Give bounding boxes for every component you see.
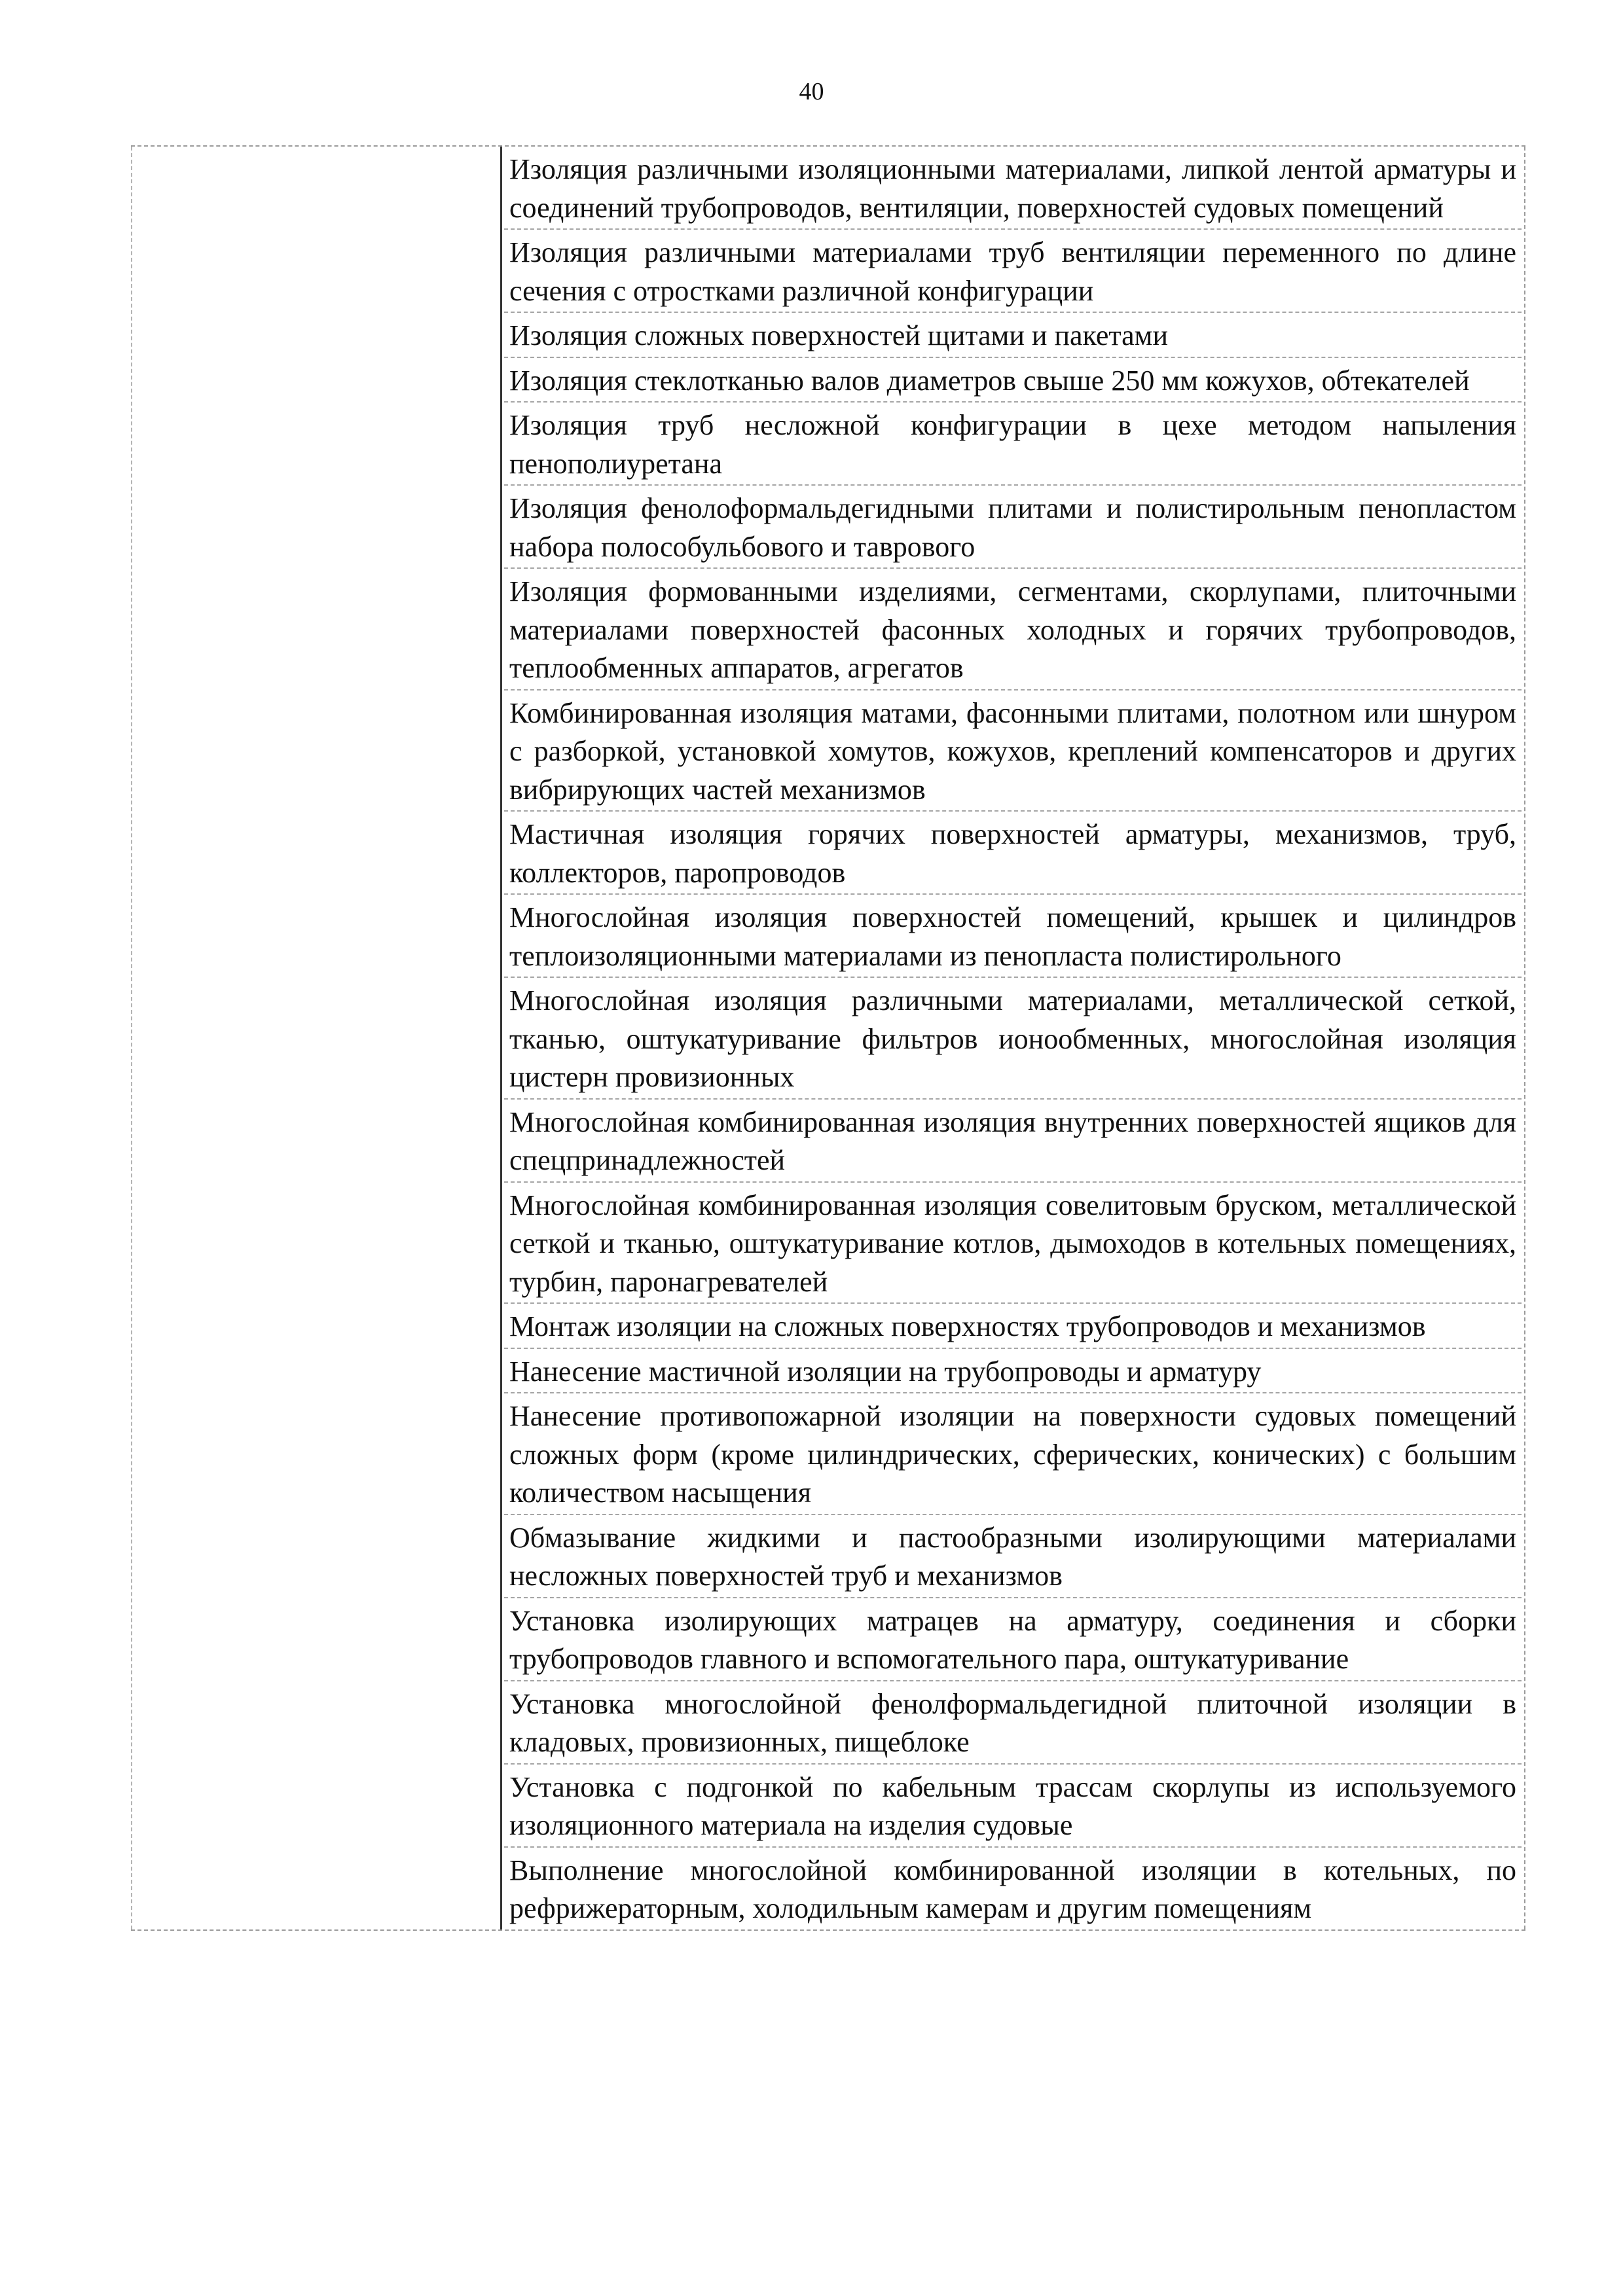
table-row: Выполнение многослойной комбинированной изоляции в котельных, по рефрижераторным, холодильным камерам и другим помещениям [509, 1854, 1516, 1924]
table-row: Многослойная изоляция поверхностей помещений, крышек и цилиндров теплоизоляционными материалами из пенопласта полистирольного [504, 895, 1522, 978]
table-row: Многослойная изоляция различными материалами, металлической сеткой, тканью, оштукатуривание фильтров ионообменных, многослойная изоляция цистерн провизионных [504, 978, 1522, 1100]
table-row: Изоляция сложных поверхностей щитами и пакетами [504, 313, 1522, 358]
table-row: Мастичная изоляция горячих поверхностей арматуры, механизмов, труб, коллекторов, паропроводов [504, 812, 1522, 895]
table-row: Многослойная комбинированная изоляция внутренних поверхностей ящиков для спецпринадлежностей [504, 1100, 1522, 1183]
page-number: 40 [799, 78, 824, 105]
table-row: Нанесение мастичной изоляции на трубопроводы и арматуру [504, 1349, 1522, 1394]
table-row: Изоляция труб несложной конфигурации в цехе методом напыления пенополиуретана [504, 403, 1522, 486]
table-row: Установка многослойной фенолформальдегидной плиточной изоляции в кладовых, провизионных, пищеблоке [504, 1681, 1522, 1765]
table-row: Изоляция различными материалами труб вентиляции переменного по длине сечения с отростками различной конфигурации [504, 230, 1522, 313]
table-row: Нанесение противопожарной изоляции на поверхности судовых помещений сложных форм (кроме цилиндрических, сферических, конических) с большим количеством насыщения [504, 1393, 1522, 1515]
table-row: Установка с подгонкой по кабельным трассам скорлупы из используемого изоляционного материала на изделия судовые [504, 1765, 1522, 1848]
work-types-table [131, 145, 1525, 1931]
table-row: Установка изолирующих матрацев на арматуру, соединения и сборки трубопроводов главного и вспомогательного пара, оштукатуривание [504, 1598, 1522, 1681]
table-row: Многослойная комбинированная изоляция совелитовым бруском, металлической сеткой и тканью, оштукатуривание котлов, дымоходов в котельных помещениях, турбин, паронагревателей [504, 1183, 1522, 1304]
table-row: Обмазывание жидкими и пастообразными изолирующими материалами несложных поверхностей труб и механизмов [504, 1515, 1522, 1598]
table-left-column [131, 147, 499, 1929]
table-row: Изоляция фенолоформальдегидными плитами и полистирольным пенопластом набора полособульбового и таврового [504, 486, 1522, 569]
table-row: Изоляция различными изоляционными материалами, липкой лентой арматуры и соединений трубопроводов, вентиляции, поверхностей судовых помещений [504, 147, 1522, 230]
table-rows [504, 147, 1522, 1929]
table-row: Монтаж изоляции на сложных поверхностях трубопроводов и механизмов [504, 1304, 1522, 1349]
table-row: Изоляция формованными изделиями, сегментами, скорлупами, плиточными материалами поверхностей фасонных холодных и горячих трубопроводов, теплообменных аппаратов, агрегатов [504, 569, 1522, 691]
table-row: Комбинированная изоляция матами, фасонными плитами, полотном или шнуром с разборкой, установкой хомутов, кожухов, креплений компенсаторов и других вибрирующих частей механизмов [504, 691, 1522, 812]
table-row: Изоляция стеклотканью валов диаметров свыше 250 мм кожухов, обтекателей [504, 358, 1522, 403]
